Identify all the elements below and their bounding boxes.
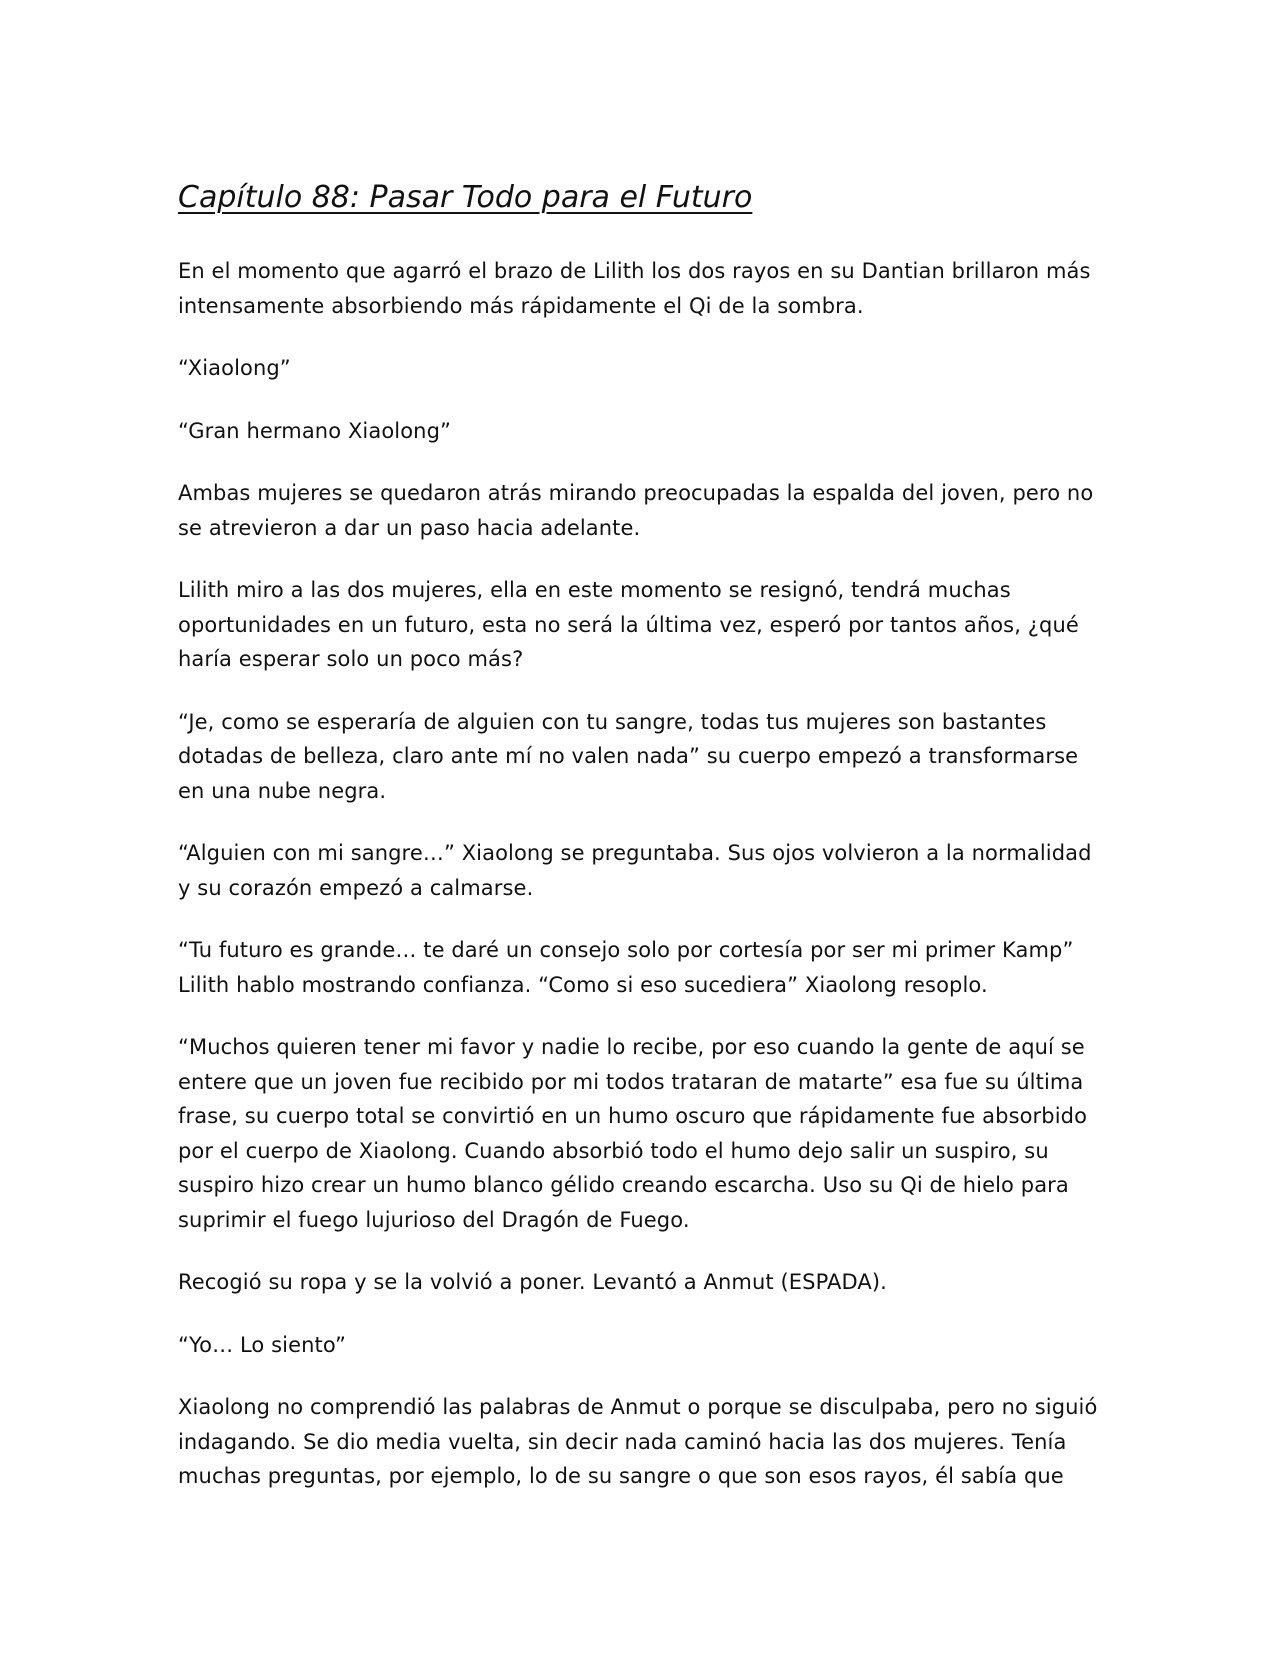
paragraph-9: “Muchos quieren tener mi favor y nadie lo recibe, por eso cuando la gente de aquí se entere que un joven fue recibido por mi todos trataran de matarte” esa fue su última frase, su cuerpo total se convirtió en un humo oscuro que rápidamente fue absorbido por el cuerpo de Xiaolong. Cuando absorbió todo el humo dejo salir un suspiro, su suspiro hizo crear un humo blanco gélido creando escarcha. Uso su Qi de hielo para suprimir el fuego lujurioso del Dragón de Fuego. [178, 1035, 1088, 1232]
paragraph-1: En el momento que agarró el brazo de Lilith los dos rayos en su Dantian brillaron más intensamente absorbiendo más rápidamente el Qi de la sombra. [178, 259, 1091, 318]
paragraph-7: “Alguien con mi sangre…” Xiaolong se preguntaba. Sus ojos volvieron a la normalidad y su corazón empezó a calmarse. [178, 841, 1092, 900]
paragraph-12: Xiaolong no comprendió las palabras de Anmut o porque se disculpaba, pero no siguió indagando. Se dio media vuelta, sin decir nada caminó hacia las dos mujeres. Tenía muchas preguntas, por ejemplo, lo de su sangre o que son esos rayos, él sabía que [178, 1395, 1098, 1488]
paragraph-10: Recogió su ropa y se la volvió a poner. Levantó a Anmut (ESPADA). [178, 1270, 887, 1294]
chapter-title: Capítulo 88: Pasar Todo para el Futuro [178, 180, 753, 215]
paragraph-3: “Gran hermano Xiaolong” [178, 418, 451, 443]
paragraph-8: “Tu futuro es grande… te daré un consejo solo por cortesía por ser mi primer Kamp” Lilith hablo mostrando confianza. “Como si eso sucediera” Xiaolong resoplo. [178, 938, 1074, 997]
paragraph-2: “Xiaolong” [178, 356, 291, 380]
paragraph-4: Ambas mujeres se quedaron atrás mirando preocupadas la espalda del joven, pero no se atrevieron a dar un paso hacia adelante. [178, 481, 1094, 540]
paragraph-5: Lilith miro a las dos mujeres, ella en este momento se resignó, tendrá muchas oportunidades en un futuro, esta no será la última vez, esperó por tantos años, ¿qué haría esperar solo un poco más? [178, 578, 1079, 671]
document-body [178, 176, 1098, 1522]
paragraph-6: “Je, como se esperaría de alguien con tu sangre, todas tus mujeres son bastantes dotadas de belleza, claro ante mí no valen nada” su cuerpo empezó a transformarse en una nube negra. [178, 709, 1079, 803]
paragraph-11: “Yo… Lo siento” [178, 1332, 347, 1357]
